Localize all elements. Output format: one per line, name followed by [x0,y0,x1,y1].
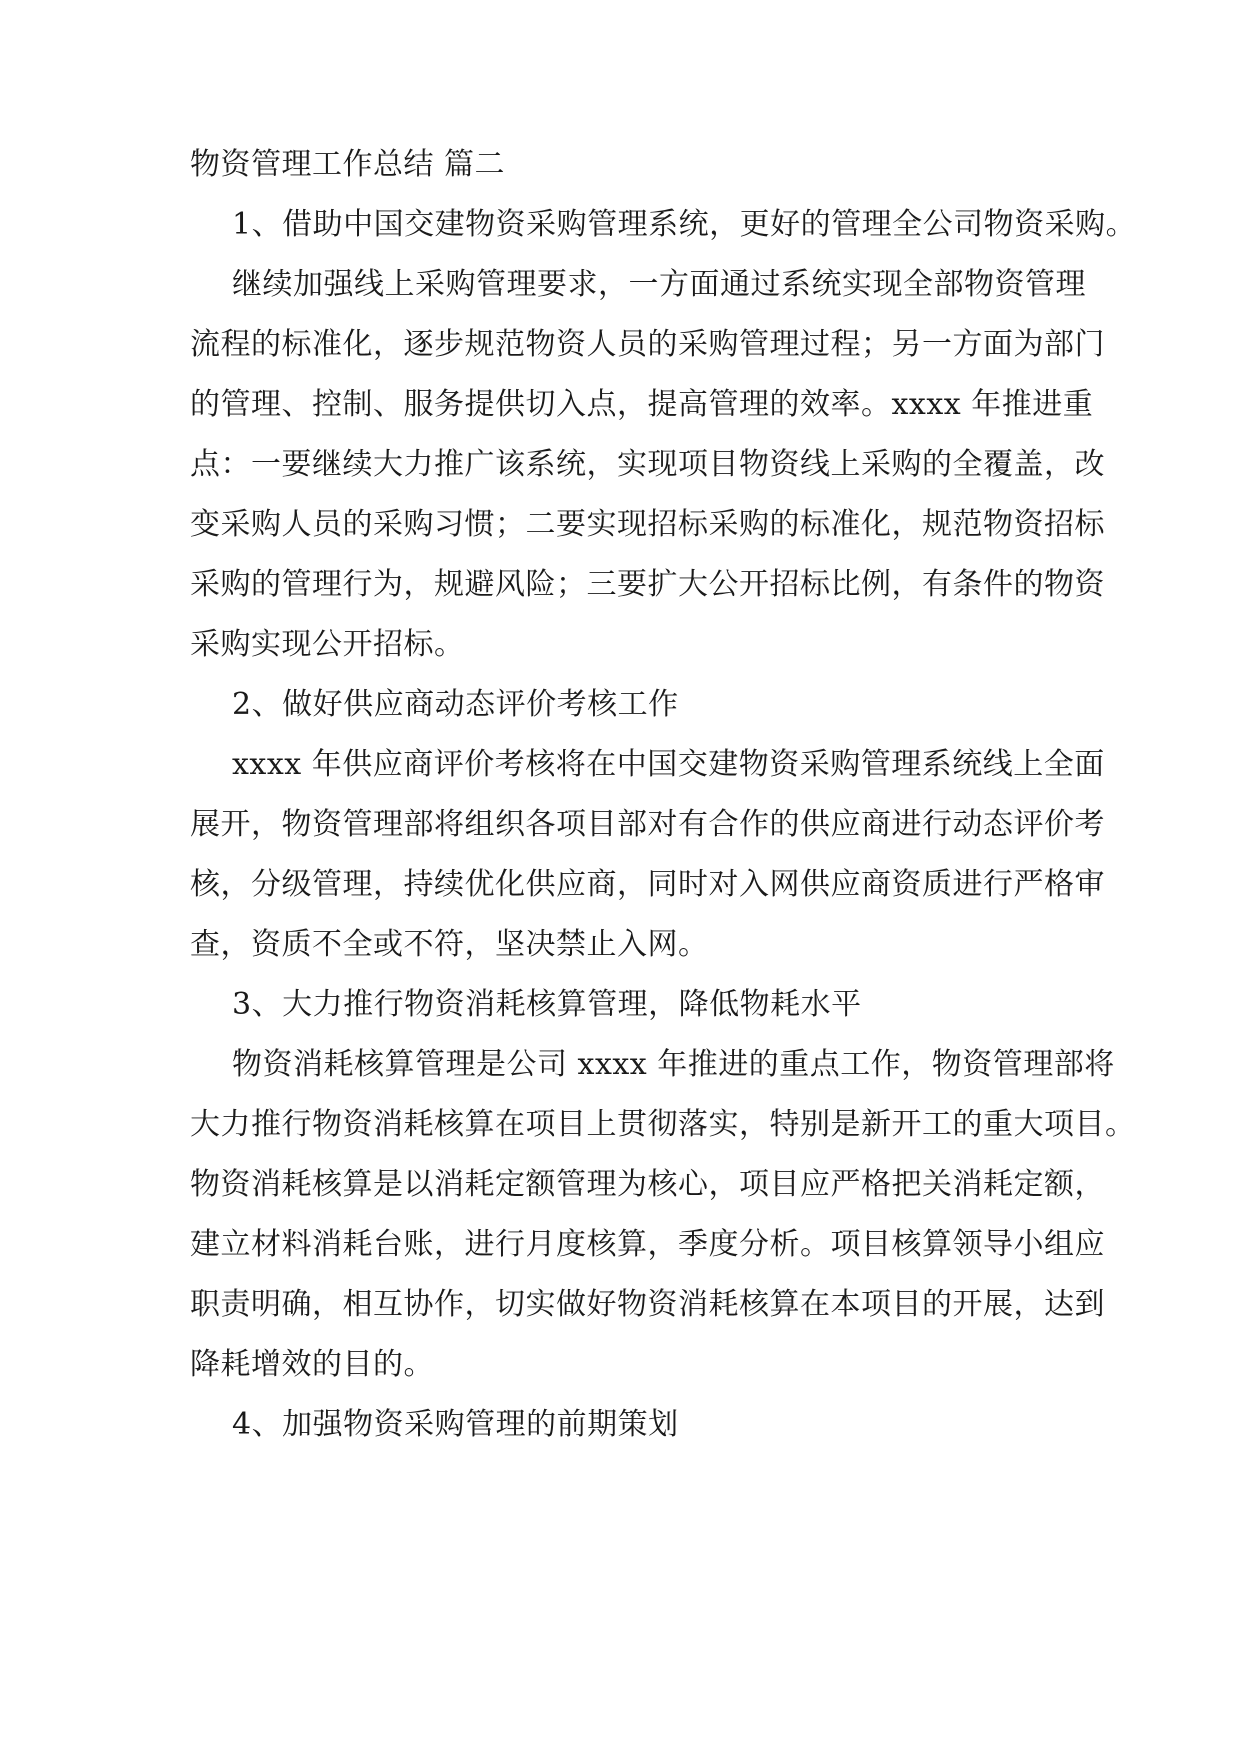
paragraph-line: 大力推行物资消耗核算在项目上贯彻落实，特别是新开工的重大项目。 [190,1107,1136,1142]
paragraph-line: 采购实现公开招标。 [190,627,465,662]
paragraph-line: 展开，物资管理部将组织各项目部对有合作的供应商进行动态评价考 [190,807,1105,842]
heading-3: 3、大力推行物资消耗核算管理，降低物耗水平 [232,987,862,1022]
paragraph-line: 点：一要继续大力推广该系统，实现项目物资线上采购的全覆盖，改 [190,447,1105,482]
paragraph-line: 核，分级管理，持续优化供应商，同时对入网供应商资质进行严格审 [190,867,1105,902]
heading-1: 1、借助中国交建物资采购管理系统，更好的管理全公司物资采购。 [232,207,1137,242]
paragraph-line: 继续加强线上采购管理要求，一方面通过系统实现全部物资管理 [232,267,1086,302]
paragraph-line: 职责明确，相互协作，切实做好物资消耗核算在本项目的开展，达到 [190,1287,1105,1322]
paragraph-line: 变采购人员的采购习惯；二要实现招标采购的标准化，规范物资招标 [190,507,1105,542]
heading-4: 4、加强物资采购管理的前期策划 [232,1407,679,1442]
heading-2: 2、做好供应商动态评价考核工作 [232,687,679,722]
paragraph-line: xxxx 年供应商评价考核将在中国交建物资采购管理系统线上全面 [232,747,1105,782]
paragraph-line: 查，资质不全或不符，坚决禁止入网。 [190,927,709,962]
paragraph-line: 降耗增效的目的。 [190,1347,434,1382]
paragraph-line: 的管理、控制、服务提供切入点，提高管理的效率。xxxx 年推进重 [190,387,1094,422]
paragraph-line: 物资消耗核算管理是公司 xxxx 年推进的重点工作，物资管理部将 [232,1047,1115,1082]
paragraph-line: 流程的标准化，逐步规范物资人员的采购管理过程；另一方面为部门 [190,327,1105,362]
document-title: 物资管理工作总结 篇二 [190,147,506,182]
paragraph-line: 物资消耗核算是以消耗定额管理为核心，项目应严格把关消耗定额， [190,1167,1105,1202]
paragraph-line: 建立材料消耗台账，进行月度核算，季度分析。项目核算领导小组应 [190,1227,1105,1262]
paragraph-line: 采购的管理行为，规避风险；三要扩大公开招标比例，有条件的物资 [190,567,1105,602]
